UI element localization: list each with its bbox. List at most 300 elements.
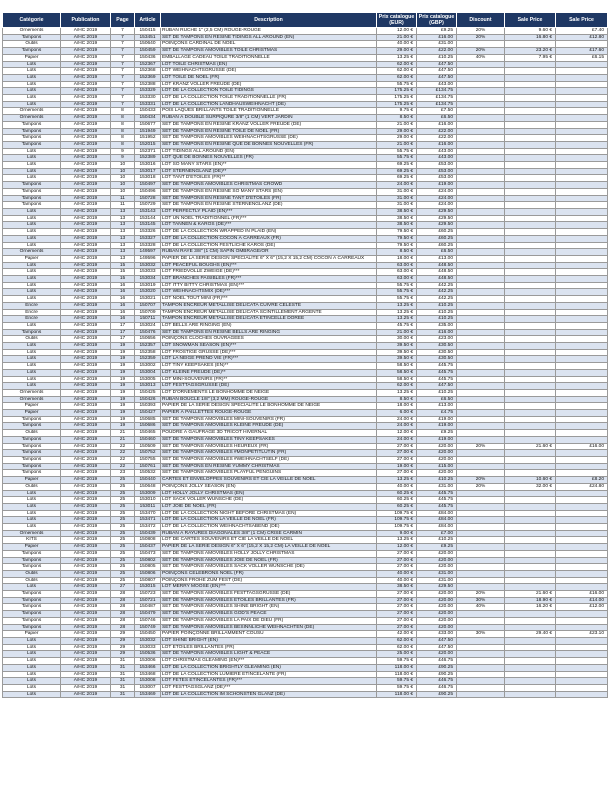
cell-category: Ornements (3, 530, 61, 537)
cell-price-eur: 27.00 € (377, 550, 417, 557)
cell-category: Lots (3, 88, 61, 95)
cell-sale-price-gbp (556, 343, 608, 350)
cell-publication: A/HC 2019 (61, 329, 111, 336)
cell-price-gbp: £47.50 (417, 637, 457, 644)
cell-publication: A/HC 2019 (61, 148, 111, 155)
cell-description: SET DE TAMPONS EN RÉSINE QUE DE BONNES NOUVELLES (FR) (161, 141, 377, 148)
cell-page: 13 (111, 235, 135, 242)
cell-article: 153144 (135, 215, 161, 222)
cell-article: 150656 (135, 336, 161, 343)
cell-sale-price-eur (505, 289, 556, 296)
cell-sale-price-gbp (556, 577, 608, 584)
cell-article: 150497 (135, 182, 161, 189)
cell-publication: A/HC 2019 (61, 322, 111, 329)
cell-discount (457, 550, 505, 557)
cell-sale-price-eur (505, 235, 556, 242)
cell-price-gbp: £60.25 (417, 242, 457, 249)
cell-category: Lots (3, 678, 61, 685)
cell-price-gbp: £20.00 (417, 564, 457, 571)
cell-sale-price-gbp (556, 463, 608, 470)
cell-article: 153032 (135, 262, 161, 269)
cell-page: 16 (111, 289, 135, 296)
cell-publication: A/HC 2019 (61, 637, 111, 644)
cell-sale-price-eur (505, 644, 556, 651)
cell-sale-price-gbp (556, 255, 608, 262)
cell-sale-price-gbp (556, 188, 608, 195)
cell-price-gbp: £16.00 (417, 121, 457, 128)
cell-price-gbp: £42.25 (417, 289, 457, 296)
cell-discount (457, 195, 505, 202)
cell-sale-price-gbp (556, 617, 608, 624)
cell-page: 8 (111, 108, 135, 115)
cell-description: SET DE TAMPONS AMOVIBLES PLAYFUL PENGUINS (161, 470, 377, 477)
cell-price-gbp: £10.25 (417, 477, 457, 484)
table-row (3, 597, 608, 604)
cell-article: 153469 (135, 691, 161, 698)
cell-publication: A/HC 2019 (61, 215, 111, 222)
table-row (3, 644, 608, 651)
cell-price-eur: 9.75 € (377, 108, 417, 115)
cell-page: 28 (111, 597, 135, 604)
cell-discount: 20% (457, 591, 505, 598)
table-row (3, 115, 608, 122)
cell-sale-price-gbp (556, 671, 608, 678)
cell-price-gbp: £19.00 (417, 436, 457, 443)
cell-sale-price-eur (505, 242, 556, 249)
cell-page: 15 (111, 269, 135, 276)
cell-price-gbp: £134.75 (417, 101, 457, 108)
cell-category: Lots (3, 363, 61, 370)
cell-page: 22 (111, 457, 135, 464)
cell-discount (457, 617, 505, 624)
table-row (3, 550, 608, 557)
cell-article: 151949 (135, 128, 161, 135)
cell-description: LOT SACK VOLLER WÜNSCHE (DE) (161, 497, 377, 504)
cell-description: LOT DE LA COLLECTION WEIHNACHTSABEND (DE) (161, 524, 377, 531)
cell-page: 10 (111, 168, 135, 175)
cell-category: Lots (3, 356, 61, 363)
cell-price-eur: 21.00 € (377, 34, 417, 41)
cell-sale-price-eur (505, 510, 556, 517)
cell-page: 25 (111, 497, 135, 504)
cell-price-gbp: £53.00 (417, 162, 457, 169)
table-row (3, 148, 608, 155)
cell-article: 149596 (135, 255, 161, 262)
cell-price-gbp: £33.00 (417, 631, 457, 638)
header-sale-price-eur: Sale Price (505, 13, 556, 28)
table-row (3, 155, 608, 162)
cell-publication: A/HC 2019 (61, 202, 111, 209)
cell-sale-price-eur (505, 202, 556, 209)
table-row (3, 557, 608, 564)
cell-category: Lots (3, 269, 61, 276)
header-publication: Publication (61, 13, 111, 28)
table-row (3, 678, 608, 685)
cell-sale-price-gbp (556, 309, 608, 316)
header-sale-price-gbp: Sale Price (556, 13, 608, 28)
cell-price-gbp: £6.50 (417, 396, 457, 403)
cell-article: 150440 (135, 477, 161, 484)
cell-price-eur: 118.00 € (377, 671, 417, 678)
cell-sale-price-gbp (556, 322, 608, 329)
cell-article: 150677 (135, 121, 161, 128)
cell-sale-price-eur (505, 309, 556, 316)
cell-category: Encre (3, 316, 61, 323)
cell-sale-price-eur (505, 389, 556, 396)
cell-category: Lots (3, 168, 61, 175)
cell-page: 25 (111, 517, 135, 524)
cell-description: POINÇONS JOLLY SEASON (EN) (161, 483, 377, 490)
cell-sale-price-eur (505, 637, 556, 644)
table-row (3, 255, 608, 262)
cell-description: LOT CHRISTMAS GLEAMING (EN)*** (161, 658, 377, 665)
cell-page: 17 (111, 336, 135, 343)
cell-publication: A/HC 2019 (61, 651, 111, 658)
cell-page: 19 (111, 396, 135, 403)
cell-price-eur: 59.75 € (377, 684, 417, 691)
cell-publication: A/HC 2019 (61, 436, 111, 443)
cell-category: Papier (3, 403, 61, 410)
cell-sale-price-gbp (556, 81, 608, 88)
cell-discount (457, 671, 505, 678)
cell-sale-price-gbp (556, 644, 608, 651)
cell-price-eur: 58.50 € (377, 369, 417, 376)
cell-description: LOT FESTTAGSGLANZ (DE)*** (161, 684, 377, 691)
cell-price-gbp: £20.00 (417, 557, 457, 564)
table-row (3, 28, 608, 35)
cell-price-eur: 24.00 € (377, 423, 417, 430)
cell-discount: 20% (457, 34, 505, 41)
cell-article: 153330 (135, 95, 161, 102)
cell-discount (457, 255, 505, 262)
cell-publication: A/HC 2019 (61, 544, 111, 551)
cell-sale-price-gbp (556, 497, 608, 504)
cell-discount (457, 510, 505, 517)
cell-publication: A/HC 2019 (61, 691, 111, 698)
cell-page: 28 (111, 604, 135, 611)
cell-description: SET DE TAMPONS AMOVIBLES GOD'S PEACE (161, 611, 377, 618)
cell-category: Lots (3, 215, 61, 222)
cell-sale-price-eur (505, 61, 556, 68)
cell-price-eur: 79.50 € (377, 242, 417, 249)
cell-article: 152388 (135, 81, 161, 88)
cell-description: SET DE TAMPONS EN RÉSINE TANT D'ÉTOILES (FR) (161, 195, 377, 202)
cell-page: 19 (111, 349, 135, 356)
cell-price-gbp: £53.00 (417, 168, 457, 175)
cell-price-eur: 175.25 € (377, 95, 417, 102)
cell-article: 150640 (135, 41, 161, 48)
cell-publication: A/HC 2019 (61, 316, 111, 323)
cell-description: POINÇONS CÉLÉBRONS NOËL (FR) (161, 570, 377, 577)
cell-sale-price-gbp (556, 570, 608, 577)
cell-category: Tampons (3, 329, 61, 336)
cell-page: 7 (111, 101, 135, 108)
cell-sale-price-gbp (556, 61, 608, 68)
cell-price-gbp: £45.75 (417, 497, 457, 504)
cell-description: PAPIER POINÇONNÉ BRILLAMMENT COUSU (161, 631, 377, 638)
table-row (3, 624, 608, 631)
cell-price-eur: 62.00 € (377, 383, 417, 390)
cell-sale-price-eur (505, 322, 556, 329)
cell-article: 153034 (135, 276, 161, 283)
cell-price-gbp: £20.00 (417, 550, 457, 557)
cell-price-eur: 13.25 € (377, 316, 417, 323)
cell-description: SET DE TAMPONS AMOVIBLES JOIE DE NOËL (FR) (161, 557, 377, 564)
cell-price-gbp: £6.50 (417, 249, 457, 256)
cell-sale-price-eur (505, 457, 556, 464)
table-row (3, 436, 608, 443)
cell-price-gbp: £60.25 (417, 229, 457, 236)
cell-sale-price-gbp (556, 269, 608, 276)
cell-discount (457, 343, 505, 350)
cell-price-eur: 13.25 € (377, 537, 417, 544)
cell-publication: A/HC 2019 (61, 524, 111, 531)
cell-sale-price-gbp (556, 369, 608, 376)
cell-price-eur: 109.75 € (377, 524, 417, 531)
cell-publication: A/HC 2019 (61, 410, 111, 417)
cell-article: 150426 (135, 396, 161, 403)
cell-category: Tampons (3, 48, 61, 55)
cell-page: 31 (111, 691, 135, 698)
cell-discount (457, 68, 505, 75)
cell-discount (457, 276, 505, 283)
cell-publication: A/HC 2019 (61, 302, 111, 309)
cell-price-eur: 21.00 € (377, 329, 417, 336)
cell-discount (457, 316, 505, 323)
cell-article: 150433 (135, 108, 161, 115)
table-row (3, 510, 608, 517)
cell-category: Ornements (3, 396, 61, 403)
cell-description: SET DE TAMPONS AMOVIBLES SHINE BRIGHT (EN) (161, 604, 377, 611)
cell-price-eur: 109.75 € (377, 517, 417, 524)
cell-price-gbp: £46.75 (417, 678, 457, 685)
cell-discount: 40% (457, 54, 505, 61)
cell-category: Tampons (3, 423, 61, 430)
cell-price-eur: 12.00 € (377, 430, 417, 437)
cell-publication: A/HC 2019 (61, 48, 111, 55)
cell-description: LOT MINI-SOUVENIRS (FR)** (161, 376, 377, 383)
cell-sale-price-gbp (556, 262, 608, 269)
cell-discount (457, 74, 505, 81)
cell-publication: A/HC 2019 (61, 28, 111, 35)
cell-price-eur: 40.00 € (377, 570, 417, 577)
cell-category: Tampons (3, 121, 61, 128)
cell-page: 10 (111, 188, 135, 195)
cell-price-eur: 27.00 € (377, 611, 417, 618)
cell-category: Outils (3, 430, 61, 437)
cell-sale-price-gbp (556, 517, 608, 524)
table-row (3, 208, 608, 215)
cell-article: 150465 (135, 430, 161, 437)
cell-discount (457, 262, 505, 269)
cell-category: Lots (3, 369, 61, 376)
cell-sale-price-eur (505, 188, 556, 195)
cell-category: Lots (3, 510, 61, 517)
cell-price-eur: 59.75 € (377, 658, 417, 665)
cell-sale-price-eur (505, 349, 556, 356)
cell-article: 150427 (135, 410, 161, 417)
cell-price-eur: 62.00 € (377, 637, 417, 644)
cell-category: Outils (3, 570, 61, 577)
cell-price-gbp: £9.25 (417, 544, 457, 551)
cell-price-gbp: £16.00 (417, 329, 457, 336)
header-price-eur: Prix catalogue (EUR) (377, 13, 417, 28)
cell-sale-price-gbp (556, 524, 608, 531)
cell-publication: A/HC 2019 (61, 463, 111, 470)
cell-price-eur: 18.00 € (377, 403, 417, 410)
cell-price-eur: 13.25 € (377, 54, 417, 61)
cell-sale-price-gbp (556, 423, 608, 430)
cell-publication: A/HC 2019 (61, 584, 111, 591)
cell-sale-price-eur (505, 262, 556, 269)
cell-sale-price-eur (505, 81, 556, 88)
cell-publication: A/HC 2019 (61, 617, 111, 624)
cell-page: 22 (111, 443, 135, 450)
cell-publication: A/HC 2019 (61, 289, 111, 296)
cell-sale-price-gbp (556, 208, 608, 215)
cell-category: Tampons (3, 457, 61, 464)
cell-category: Papier (3, 631, 61, 638)
cell-sale-price-gbp (556, 128, 608, 135)
cell-discount: 20% (457, 483, 505, 490)
cell-page: 7 (111, 28, 135, 35)
cell-article: 150709 (135, 309, 161, 316)
cell-sale-price-eur (505, 577, 556, 584)
cell-description: SET DE TAMPONS EN RÉSINE STERNENGLANZ (DE) (161, 202, 377, 209)
cell-publication: A/HC 2019 (61, 229, 111, 236)
cell-sale-price-gbp: £23.10 (556, 631, 608, 638)
cell-price-gbp: £20.00 (417, 470, 457, 477)
cell-price-eur: 55.75 € (377, 148, 417, 155)
cell-publication: A/HC 2019 (61, 678, 111, 685)
cell-category: Ornements (3, 115, 61, 122)
table-row (3, 658, 608, 665)
cell-sale-price-eur (505, 255, 556, 262)
cell-sale-price-gbp (556, 95, 608, 102)
cell-description: LOT FESTTAGSGRÜSSE (DE) (161, 383, 377, 390)
cell-category: Lots (3, 289, 61, 296)
cell-price-eur: 9.00 € (377, 530, 417, 537)
cell-publication: A/HC 2019 (61, 503, 111, 510)
cell-category: Tampons (3, 436, 61, 443)
cell-sale-price-eur (505, 410, 556, 417)
cell-sale-price-gbp: £12.80 (556, 34, 608, 41)
cell-price-gbp: £47.50 (417, 74, 457, 81)
cell-price-eur: 55.75 € (377, 282, 417, 289)
cell-description: SET DE TAMPONS EN RÉSINE KRANZ VOLLER FREUDE (DE) (161, 121, 377, 128)
cell-discount (457, 208, 505, 215)
table-row (3, 229, 608, 236)
table-row (3, 41, 608, 48)
cell-sale-price-eur (505, 215, 556, 222)
cell-publication: A/HC 2019 (61, 309, 111, 316)
cell-discount (457, 410, 505, 417)
cell-category: Lots (3, 229, 61, 236)
table-row (3, 383, 608, 390)
cell-category: Lots (3, 61, 61, 68)
table-body (3, 28, 608, 698)
cell-price-gbp: £84.00 (417, 524, 457, 531)
cell-publication: A/HC 2019 (61, 81, 111, 88)
cell-description: LOT LA NEIGE PREND VIE (FR)*** (161, 356, 377, 363)
cell-publication: A/HC 2019 (61, 591, 111, 598)
cell-price-gbp: £45.75 (417, 369, 457, 376)
cell-article: 153451 (135, 34, 161, 41)
cell-price-eur: 6.00 € (377, 410, 417, 417)
cell-description: SET DE TAMPONS AMOVIBLES #MONPETITLUTIN (FR) (161, 450, 377, 457)
cell-price-gbp: £20.00 (417, 651, 457, 658)
cell-description: LOT FROSTIGE GRÜSSE (DE)*** (161, 349, 377, 356)
cell-sale-price-eur (505, 155, 556, 162)
cell-price-eur: 109.75 € (377, 510, 417, 517)
cell-sale-price-gbp (556, 302, 608, 309)
cell-page: 25 (111, 564, 135, 571)
cell-sale-price-gbp (556, 282, 608, 289)
cell-price-eur: 8.50 € (377, 249, 417, 256)
cell-price-gbp: £31.00 (417, 41, 457, 48)
cell-discount (457, 658, 505, 665)
cell-price-eur: 42.00 € (377, 631, 417, 638)
cell-discount: 20% (457, 443, 505, 450)
table-row (3, 497, 608, 504)
cell-article: 150711 (135, 316, 161, 323)
cell-article: 152389 (135, 155, 161, 162)
cell-description: LOT DE LA COLLECTION LUMIÈRE ÉTINCELANTE (FR) (161, 671, 377, 678)
cell-price-eur: 25.00 € (377, 651, 417, 658)
cell-price-eur: 27.00 € (377, 604, 417, 611)
cell-price-eur: 39.50 € (377, 356, 417, 363)
table-row (3, 141, 608, 148)
table-row (3, 88, 608, 95)
cell-publication: A/HC 2019 (61, 658, 111, 665)
cell-price-gbp: £48.50 (417, 269, 457, 276)
cell-price-gbp: £45.75 (417, 363, 457, 370)
cell-page: 31 (111, 678, 135, 685)
table-row (3, 524, 608, 531)
cell-description: RUBAN RAYÉ 3/8" (1 CM) SAPIN OMBRAGÉ/OR (161, 249, 377, 256)
cell-price-gbp: £30.50 (417, 356, 457, 363)
cell-article: 153006 (135, 658, 161, 665)
cell-sale-price-gbp (556, 557, 608, 564)
table-row (3, 363, 608, 370)
cell-page: 16 (111, 316, 135, 323)
cell-description: LOT SO MANY STARS (EN)** (161, 162, 377, 169)
cell-article: 150802 (135, 557, 161, 564)
cell-price-gbp: £30.50 (417, 343, 457, 350)
cell-category: Tampons (3, 182, 61, 189)
cell-price-gbp: £43.00 (417, 155, 457, 162)
cell-price-gbp: £20.00 (417, 450, 457, 457)
table-row (3, 463, 608, 470)
cell-sale-price-eur: 16.80 € (505, 34, 556, 41)
cell-page: 19 (111, 389, 135, 396)
cell-sale-price-gbp (556, 88, 608, 95)
cell-page: 7 (111, 41, 135, 48)
cell-discount (457, 537, 505, 544)
cell-sale-price-gbp (556, 416, 608, 423)
cell-page: 7 (111, 88, 135, 95)
cell-sale-price-gbp: £6.15 (556, 54, 608, 61)
cell-sale-price-eur: 9.60 € (505, 28, 556, 35)
table-row (3, 108, 608, 115)
cell-discount (457, 88, 505, 95)
cell-price-eur: 39.50 € (377, 349, 417, 356)
cell-price-gbp: £46.75 (417, 684, 457, 691)
table-row (3, 81, 608, 88)
cell-article: 153011 (135, 503, 161, 510)
cell-category: Tampons (3, 188, 61, 195)
header-page: Page (111, 13, 135, 28)
